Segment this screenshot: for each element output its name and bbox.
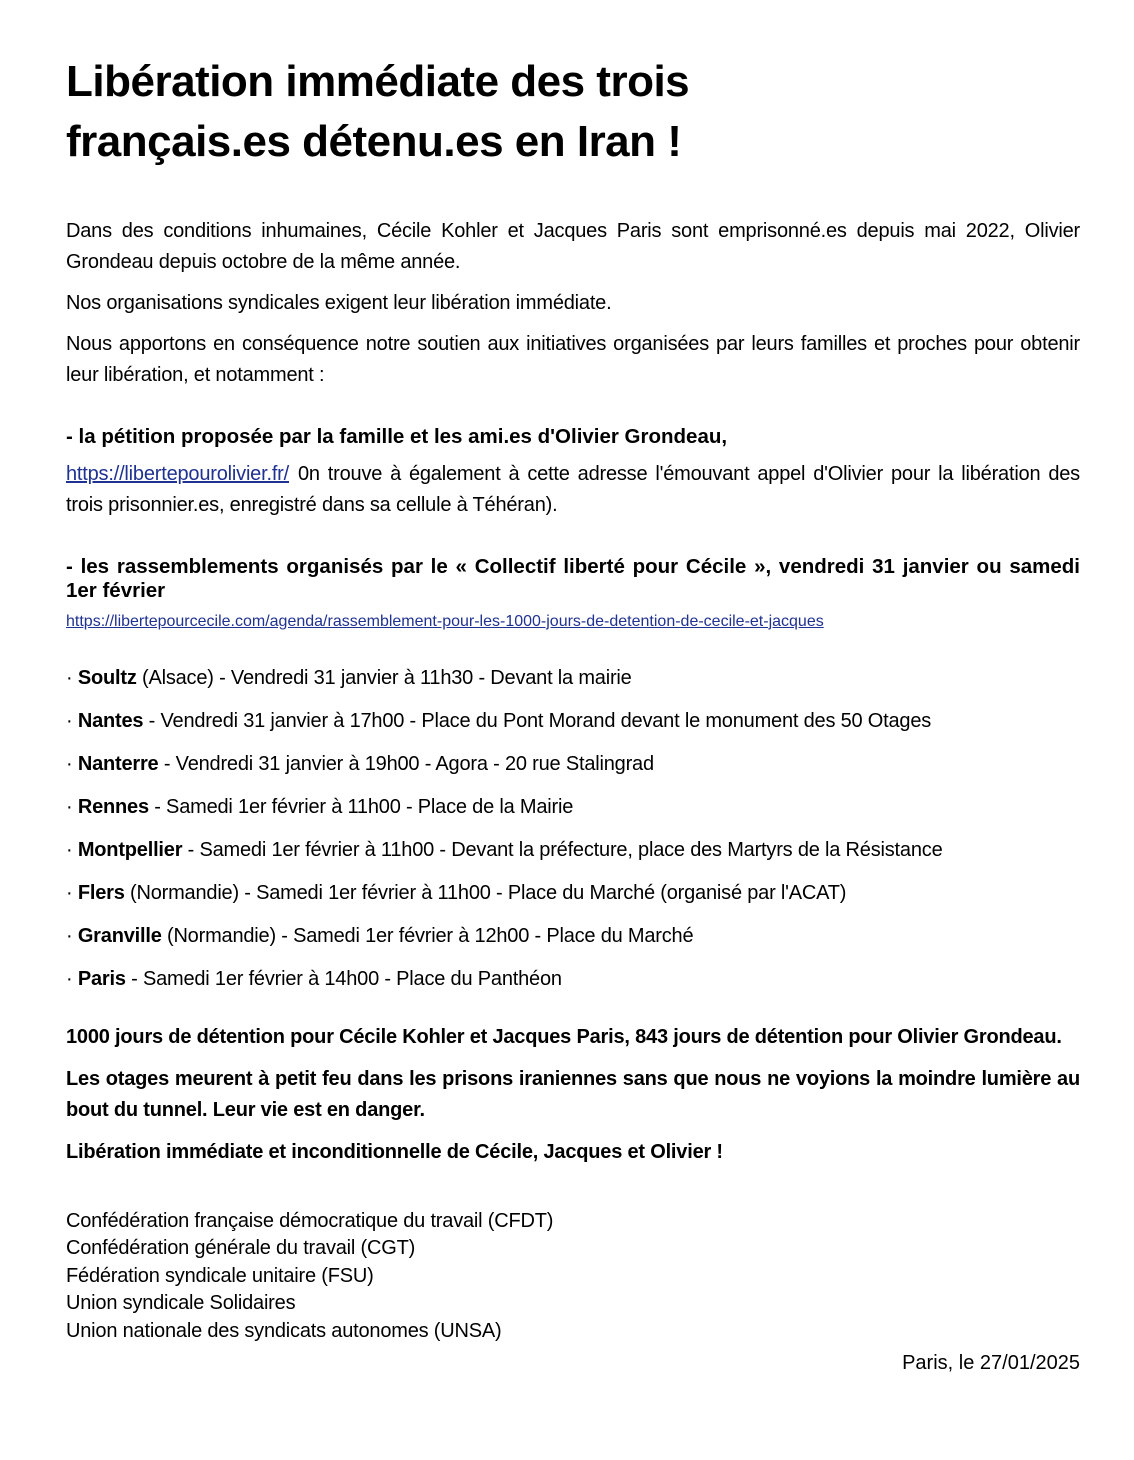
signatory-cgt: Confédération générale du travail (CGT) — [66, 1237, 416, 1260]
rally-item-rennes — [66, 792, 1080, 822]
rally-item-soultz — [66, 663, 1080, 693]
rally-details: (Normandie) - Samedi 1er février à 12h00 - Place du Marché — [161, 924, 694, 947]
signatory-fsu: Fédération syndicale unitaire (FSU) — [66, 1264, 374, 1287]
dateline: Paris, le 27/01/2025 — [902, 1351, 1080, 1374]
bullet: · — [66, 752, 73, 775]
rally-details: - Vendredi 31 janvier à 19h00 - Agora - 20 rue Stalingrad — [158, 752, 654, 775]
rally-city: Paris — [77, 967, 126, 990]
rally-details: - Samedi 1er février à 14h00 - Place du Panthéon — [125, 967, 562, 990]
signatory-unsa: Union nationale des syndicats autonomes (UNSA) — [66, 1320, 502, 1343]
rally-item-nantes — [66, 706, 1080, 736]
rally-details: (Alsace) - Vendredi 31 janvier à 11h30 - Devant la mairie — [136, 666, 632, 689]
rally-city: Nanterre — [77, 752, 159, 775]
rally-item-montpellier — [66, 835, 1080, 865]
emphasis-paragraph-1: 1000 jours de détention pour Cécile Kohler et Jacques Paris, 843 jours de détention pour Olivier Grondeau. — [66, 1025, 1062, 1048]
bullet: · — [66, 709, 73, 732]
rally-city: Rennes — [77, 795, 149, 818]
rally-city: Flers — [77, 881, 125, 904]
intro-paragraph-2: Nos organisations syndicales exigent leur libération immédiate. — [66, 291, 612, 314]
emphasis-paragraph-3: Libération immédiate et inconditionnelle de Cécile, Jacques et Olivier ! — [66, 1140, 723, 1163]
rally-city: Montpellier — [77, 838, 183, 861]
bullet: · — [66, 881, 73, 904]
rally-item-nanterre — [66, 749, 1080, 779]
petition-heading: - la pétition proposée par la famille et les ami.es d'Olivier Grondeau, — [66, 424, 728, 448]
rallies-section — [66, 555, 1080, 994]
petition-text-after-link: 0n trouve à également à cette adresse l'émouvant appel d'Olivier pour la libération des trois prisonnier.es, enregistré dans sa cellule à Téhéran). — [66, 462, 1080, 516]
bullet: · — [66, 666, 73, 689]
intro-paragraph-3: Nous apportons en conséquence notre soutien aux initiatives organisées par leurs familles et proches pour obtenir leur libération, et notamment : — [66, 332, 1080, 386]
signatory-cfdt: Confédération française démocratique du travail (CFDT) — [66, 1209, 554, 1232]
signatory-solidaires: Union syndicale Solidaires — [66, 1292, 296, 1315]
rally-list — [66, 663, 1080, 994]
rally-city: Nantes — [77, 709, 144, 732]
rally-details: (Normandie) - Samedi 1er février à 11h00 - Place du Marché (organisé par l'ACAT) — [124, 881, 847, 904]
rally-details: - Vendredi 31 janvier à 17h00 - Place du Pont Morand devant le monument des 50 Otages — [143, 709, 932, 732]
rally-item-flers — [66, 878, 1080, 908]
bullet: · — [66, 967, 73, 990]
bullet: · — [66, 924, 73, 947]
petition-section — [66, 425, 1080, 521]
rally-city: Soultz — [77, 666, 137, 689]
rallies-heading: - les rassemblements organisés par le « Collectif liberté pour Cécile », vendredi 31 janvier ou samedi 1er février — [66, 554, 1080, 602]
bullet: · — [66, 838, 73, 861]
page-title: Libération immédiate des trois français.es détenu.es en Iran ! — [66, 57, 690, 166]
rally-item-granville — [66, 921, 1080, 951]
intro-paragraph-1: Dans des conditions inhumaines, Cécile Kohler et Jacques Paris sont emprisonné.es depuis mai 2022, Olivier Grondeau depuis octobre de la même année. — [66, 219, 1080, 273]
emphasis-paragraph-2: Les otages meurent à petit feu dans les prisons iraniennes sans que nous ne voyions la moindre lumière au bout du tunnel. Leur vie est en danger. — [66, 1067, 1080, 1121]
rallies-link[interactable]: https://libertepourcecile.com/agenda/rassemblement-pour-les-1000-jours-de-detention-de-cecile-et-jacques — [66, 612, 824, 630]
rally-city: Granville — [77, 924, 162, 947]
signatory-list — [66, 1208, 1080, 1346]
rally-details: - Samedi 1er février à 11h00 - Devant la préfecture, place des Martyrs de la Résistance — [182, 838, 943, 861]
petition-paragraph — [66, 459, 1080, 521]
rally-details: - Samedi 1er février à 11h00 - Place de la Mairie — [148, 795, 574, 818]
petition-link[interactable]: https://libertepourolivier.fr/ — [66, 462, 289, 485]
rally-item-paris — [66, 964, 1080, 994]
bullet: · — [66, 795, 73, 818]
